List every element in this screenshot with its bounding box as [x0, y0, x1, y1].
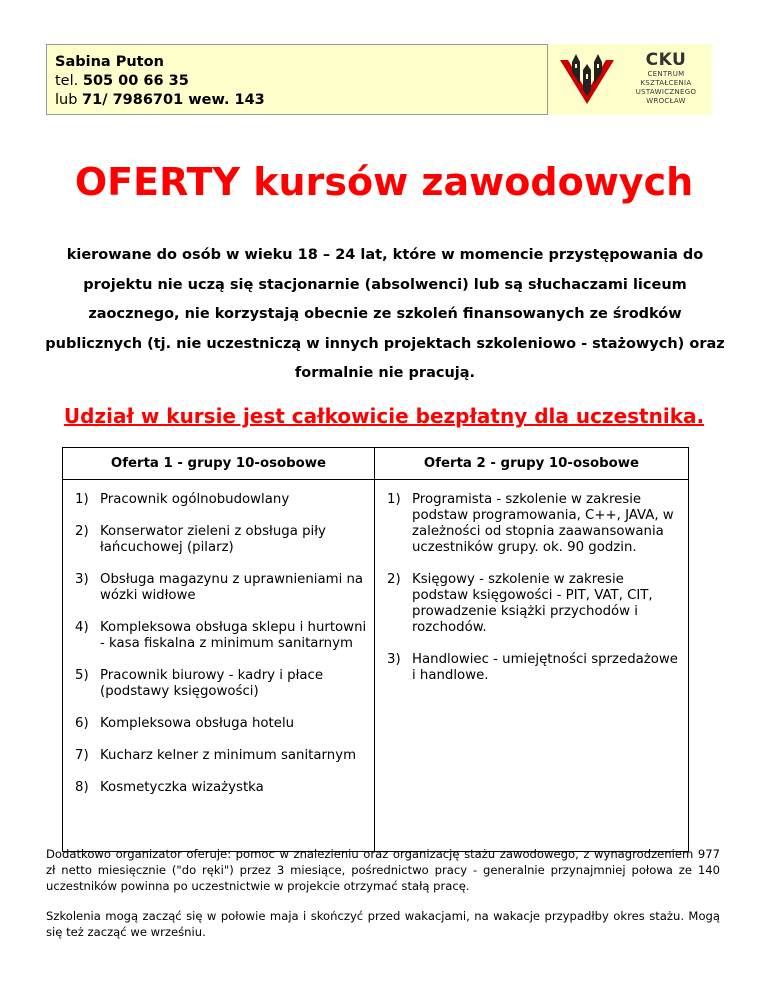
phone-number: 505 00 66 35: [82, 73, 189, 89]
logo-line-3: USTAWICZNEGO: [635, 88, 697, 96]
list-item: 2) Konserwator zieleni z obsługa piły łańcuchowej (pilarz): [75, 524, 326, 555]
list-item: 4) Kompleksowa obsługa sklepu i hurtowni - kasa fiskalna z minimum sanitarnym: [75, 620, 367, 651]
list-item: 3) Handlowiec - umiejętności sprzedażowe i handlowe.: [387, 652, 678, 683]
offers-table: [62, 447, 689, 852]
offer-1-header: Oferta 1 - grupy 10-osobowe: [63, 448, 375, 480]
additional-offer-paragraph: Dodatkowo organizator oferuje: pomoc w znalezieniu oraz organizację stażu zawodowego, z wynagrodzeniem 977 zł netto miesięcznie ("do ręki") przez 3 miesiące, pośrednictwo pracy - generalnie przynajmniej połowa ze 140 uczestników powinna po uczestnictwie w projekcie otrzymać stałą pracę.: [46, 847, 720, 893]
alt-phone-label: lub: [55, 92, 78, 108]
offer-2-header: Oferta 2 - grupy 10-osobowe: [375, 448, 689, 480]
offer-2-cell: [375, 480, 689, 852]
logo-abbr: CKU: [645, 50, 687, 70]
contact-phone: [55, 72, 265, 91]
list-item: 2) Księgowy - szkolenie w zakresie podstaw księgowości - PIT, VAT, CIT, prowadzenie książki przychodów i rozchodów.: [387, 572, 653, 635]
alt-phone-number: 71/ 7986701 wew. 143: [82, 92, 265, 108]
list-item: 6) Kompleksowa obsługa hotelu: [75, 716, 295, 731]
target-group-description: kierowane do osób w wieku 18 – 24 lat, które w momencie przystępowania do projektu nie uczą się stacjonarnie (absolwenci) lub są słuchaczami liceum zaocznego, nie korzystają obecnie ze szkoleń finansowanych ze środków publicznych (tj. nie uczestniczą w innych projektach szkoleniowo - stażowych) oraz formalnie nie pracują.: [45, 247, 725, 381]
list-item: 3) Obsługa magazynu z uprawnieniami na wózki widłowe: [75, 572, 364, 603]
logo-text: [624, 50, 708, 106]
contact-name: Sabina Puton: [55, 54, 164, 70]
list-item: 1) Programista - szkolenie w zakresie podstaw programowania, C++, JAVA, w zależności od stopnia zaawansowania uczestników grupy. ok. 90 godzin.: [387, 492, 674, 555]
schedule-paragraph: Szkolenia mogą zacząć się w połowie maja i skończyć przed wakacjami, na wakacje przypadłby okres stażu. Mogą się też zacząć we wrześniu.: [46, 909, 720, 939]
logo-line-4: WROCŁAW: [646, 97, 686, 105]
list-item: 1) Pracownik ogólnobudowlany: [75, 492, 290, 507]
offer-1-cell: [63, 480, 375, 852]
contact-alt-phone: [55, 91, 265, 110]
list-item: 7) Kucharz kelner z minimum sanitarnym: [75, 748, 357, 763]
cku-logo: [547, 44, 712, 115]
logo-line-2: KSZTAŁCENIA: [640, 79, 692, 87]
list-item: 8) Kosmetyczka wizażystka: [75, 780, 264, 795]
contact-info: [55, 53, 265, 110]
logo-line-1: CENTRUM: [647, 70, 685, 78]
phone-label: tel.: [55, 73, 79, 89]
offer-1-list: [69, 492, 368, 796]
offer-2-list: [381, 492, 682, 684]
cku-logo-icon: [556, 50, 618, 108]
contact-header: [46, 44, 712, 115]
free-participation-note: Udział w kursie jest całkowicie bezpłatny dla uczestnika.: [63, 404, 705, 428]
list-item: 5) Pracownik biurowy - kadry i płace (podstawy księgowości): [75, 668, 324, 699]
page-title: OFERTY kursów zawodowych: [74, 160, 694, 204]
